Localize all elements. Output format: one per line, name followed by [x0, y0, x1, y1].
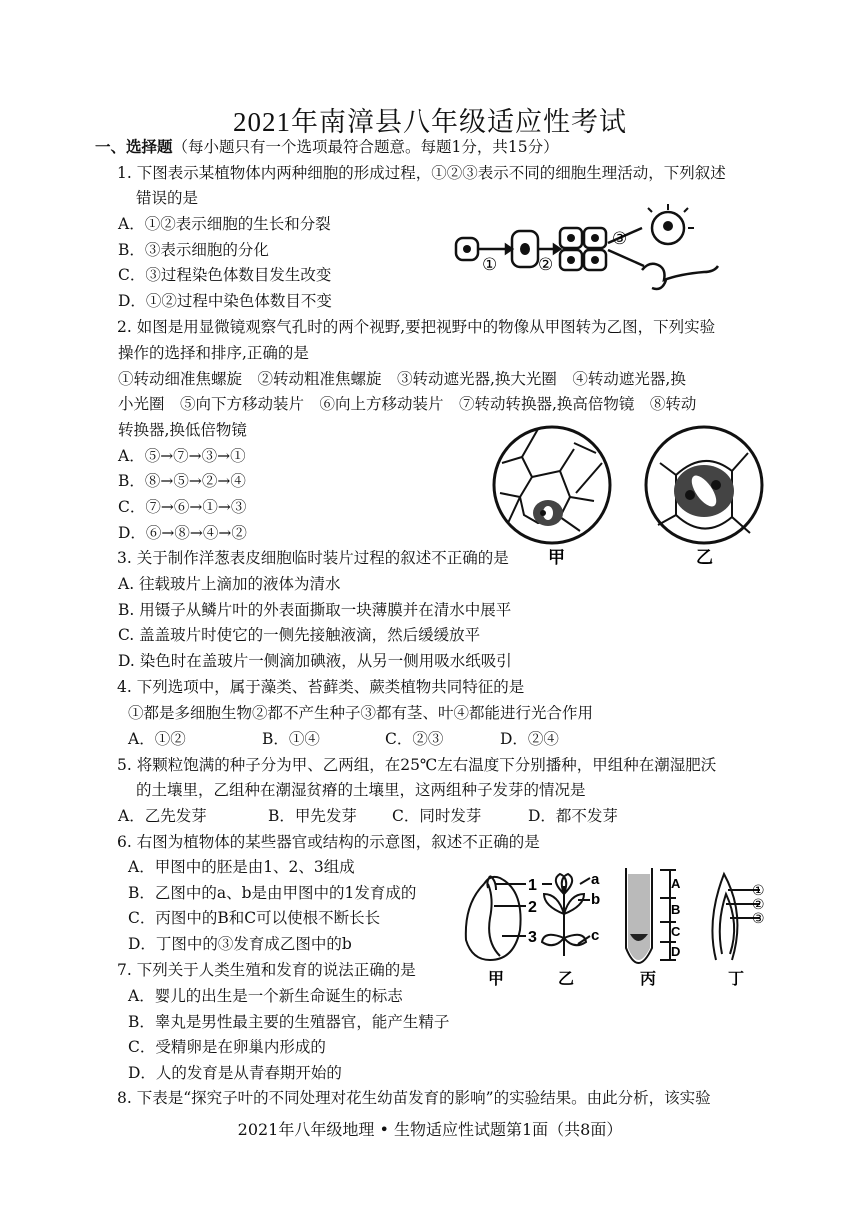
- q4-items: ①都是多细胞生物②都不产生种子③都有茎、叶④都能进行光合作用: [128, 704, 594, 722]
- q1-label-1: ①: [482, 255, 498, 274]
- q3-stem: 3. 关于制作洋葱表皮细胞临时装片过程的叙述不正确的是: [117, 549, 509, 567]
- q6-num-1: 1: [528, 877, 537, 894]
- q1-stem-line2: 错误的是: [136, 189, 199, 207]
- q6-circle-3: ③: [752, 910, 765, 926]
- q6-letter-a: a: [591, 871, 600, 888]
- q1-stem-line1: 1. 下图表示某植物体内两种细胞的形成过程，①②③表示不同的细胞生理活动，下列叙述: [117, 164, 726, 182]
- q1-option-b: B．③表示细胞的分化: [118, 241, 269, 259]
- q6-num-2: 2: [528, 899, 537, 916]
- q1-option-a: A．①②表示细胞的生长和分裂: [118, 215, 331, 233]
- q1-label-2: ②: [538, 255, 554, 274]
- q2-stem-line1: 2. 如图是用显微镜观察气孔时的两个视野,要把视野中的物像从甲图转为乙图，下列实验: [117, 318, 716, 336]
- q6-circle-2: ②: [752, 896, 765, 912]
- q6-label-jia: 甲: [488, 971, 505, 988]
- q2-ops-line3: 转换器,换低倍物镜: [118, 421, 247, 439]
- q6-label-yi: 乙: [558, 971, 575, 988]
- page-footer: 2021年八年级地理 • 生物适应性试题第1面（共8面）: [237, 1120, 623, 1139]
- q1-option-d: D．①②过程中染色体数目不变: [118, 292, 332, 310]
- q6-zone-d: D: [671, 944, 681, 959]
- page-title: 2021年南漳县八年级适应性考试: [233, 107, 627, 137]
- q2-option-a: A．⑤→⑦→③→①: [118, 447, 246, 465]
- q2-ops-line2: 小光圈 ⑤向下方移动装片 ⑥向上方移动装片 ⑦转动转换器,换高倍物镜 ⑧转动: [118, 395, 697, 413]
- differentiated-cell-long: [642, 264, 718, 289]
- q4-option-d: D．②④: [500, 730, 559, 748]
- field-jia: [494, 427, 610, 543]
- q1-label-3: ③: [612, 229, 628, 248]
- q6-label-bing: 丙: [640, 971, 657, 988]
- q2-label-yi: 乙: [696, 548, 713, 567]
- q7-option-c: C．受精卵是在卵巢内形成的: [128, 1038, 326, 1056]
- q5-stem-line2: 的土壤里，乙组种在潮湿贫瘠的土壤里，这两组种子发芽的情况是: [136, 781, 586, 799]
- q6-option-b: B．乙图中的a、b是由甲图中的1发育成的: [128, 884, 417, 902]
- q2-option-c: C．⑦→⑥→①→③: [118, 498, 247, 516]
- q2-option-b: B．⑧→⑤→②→④: [118, 472, 246, 490]
- q6-option-c: C．丙图中的B和C可以使根不断长长: [128, 909, 381, 927]
- q1-option-c: C．③过程染色体数目发生改变: [118, 266, 332, 284]
- q6-option-d: D．丁图中的③发育成乙图中的b: [128, 935, 352, 953]
- q6-stem: 6. 右图为植物体的某些器官或结构的示意图，叙述不正确的是: [117, 833, 540, 851]
- q6-zone-c: C: [671, 924, 681, 939]
- q2-microscope-fields: [492, 423, 772, 571]
- q2-ops-line1: ①转动细准焦螺旋 ②转动粗准焦螺旋 ③转动遮光器,换大光圈 ④转动遮光器,换: [118, 370, 686, 388]
- q6-label-ding: 丁: [728, 971, 745, 988]
- q5-option-a: A．乙先发芽: [118, 807, 207, 825]
- q3-option-d: D. 染色时在盖玻片一侧滴加碘液，从另一侧用吸水纸吸引: [118, 652, 512, 670]
- q6-zone-b: B: [671, 902, 681, 917]
- q2-label-jia: 甲: [548, 548, 565, 567]
- q7-option-b: B．睾丸是男性最主要的生殖器官，能产生精子: [128, 1013, 450, 1031]
- q6-plant-structures: [460, 864, 770, 990]
- q6-option-a: A．甲图中的胚是由1、2、3组成: [128, 858, 355, 876]
- q7-option-d: D．人的发育是从青春期开始的: [128, 1064, 342, 1082]
- q3-option-b: B. 用镊子从鳞片叶的外表面撕取一块薄膜并在清水中展平: [118, 601, 512, 619]
- q8-stem: 8. 下表是“探究子叶的不同处理对花生幼苗发育的影响”的实验结果。由此分析，该实验: [117, 1089, 711, 1107]
- q2-option-d: D．⑥→⑧→④→②: [118, 524, 247, 542]
- section-note: （每小题只有一个选项最符合题意。每题1分，共15分）: [172, 138, 559, 156]
- q2-stem-line2: 操作的选择和排序,正确的是: [118, 344, 309, 362]
- q5-option-b: B．甲先发芽: [268, 807, 357, 825]
- q3-option-c: C. 盖盖玻片时使它的一侧先接触液滴，然后缓缓放平: [118, 626, 481, 644]
- q5-option-c: C．同时发芽: [392, 807, 482, 825]
- q4-option-a: A．①②: [128, 730, 186, 748]
- q5-stem-line1: 5. 将颗粒饱满的种子分为甲、乙两组，在25℃左右温度下分别播种，甲组种在潮湿肥沃: [117, 756, 717, 774]
- q6-num-3: 3: [528, 929, 537, 946]
- section-header: [95, 136, 559, 158]
- q6-letter-c: c: [591, 927, 600, 944]
- section-heading: 一、选择题: [95, 137, 173, 156]
- q5-option-d: D．都不发芽: [528, 807, 618, 825]
- q3-option-a: A. 往载玻片上滴加的液体为清水: [118, 575, 341, 593]
- q4-stem: 4. 下列选项中，属于藻类、苔藓类、蕨类植物共同特征的是: [117, 678, 525, 696]
- q6-circle-1: ①: [752, 882, 765, 898]
- q7-stem: 7. 下列关于人类生殖和发育的说法正确的是: [117, 961, 416, 979]
- q1-cell-diagram: [452, 198, 722, 298]
- q7-option-a: A．婴儿的出生是一个新生命诞生的标志: [128, 987, 403, 1005]
- q4-option-b: B．①④: [262, 730, 320, 748]
- q4-option-c: C．②③: [385, 730, 444, 748]
- q6-zone-a: A: [671, 876, 681, 891]
- q6-letter-b: b: [591, 891, 601, 908]
